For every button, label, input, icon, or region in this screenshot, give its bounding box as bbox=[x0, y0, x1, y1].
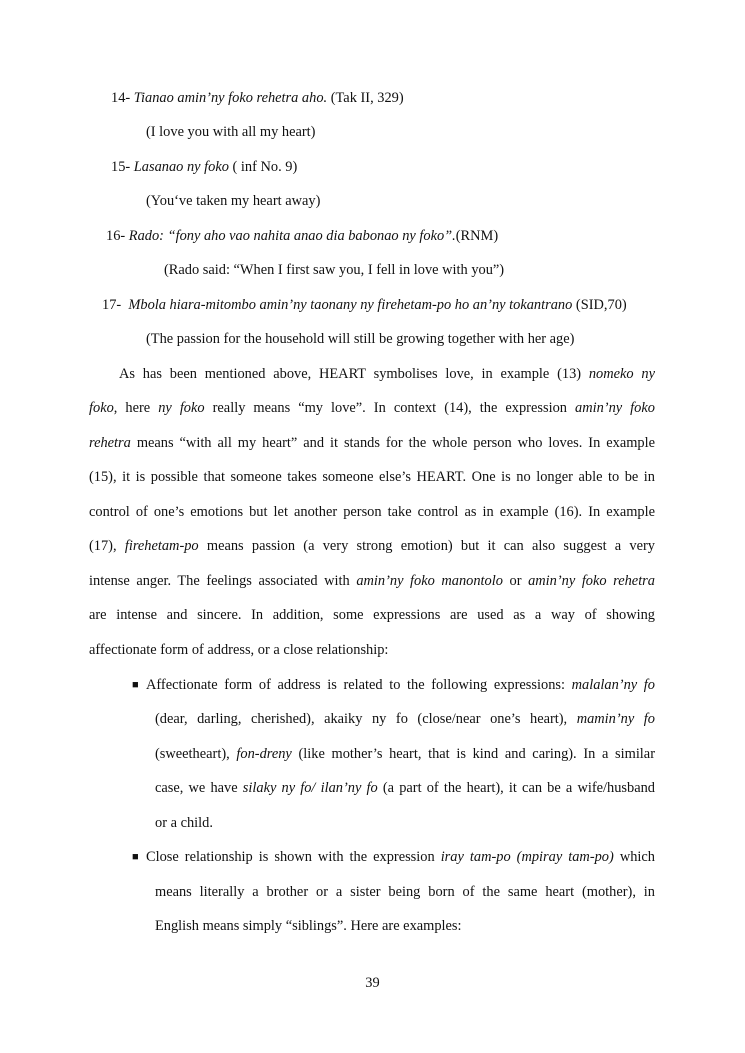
example-source: (SID,70) bbox=[575, 297, 627, 313]
example-14 bbox=[111, 89, 404, 107]
example-source: ( inf No. 9) bbox=[232, 159, 298, 175]
example-16-translation: (Rado said: “When I first saw you, I fell in love with you”) bbox=[164, 262, 505, 278]
square-bullet-icon: ■ bbox=[132, 851, 139, 863]
paragraph-line: are intense and sincere. In addition, some expressions are used as a way of showing bbox=[89, 607, 655, 623]
bullet-line: Affectionate form of address is related to the following expressions: malalan’ny fo bbox=[146, 677, 655, 693]
paragraph-line: affectionate form of address, or a close relationship: bbox=[89, 642, 389, 658]
example-phrase: Tianao amin’ny foko rehetra aho. bbox=[133, 90, 328, 106]
bullet-line: (dear, darling, cherished), akaiky ny fo (close/near one’s heart), mamin’ny fo bbox=[155, 711, 655, 727]
paragraph-line: rehetra means “with all my heart” and it stands for the whole person who loves. In example bbox=[89, 435, 655, 451]
example-14-translation: (I love you with all my heart) bbox=[146, 124, 316, 140]
example-source: (Tak II, 329) bbox=[330, 90, 404, 106]
bullet-line: or a child. bbox=[155, 815, 213, 831]
example-number: 15- bbox=[111, 159, 131, 175]
example-phrase: Mbola hiara-mitombo amin’ny taonany ny firehetam-po ho an’ny tokantrano bbox=[128, 297, 573, 313]
example-number: 16- bbox=[106, 228, 126, 244]
example-number: 14- bbox=[111, 90, 131, 106]
example-16 bbox=[106, 227, 498, 245]
paragraph-line: intense anger. The feelings associated with amin’ny foko manontolo or amin’ny foko rehetra bbox=[89, 573, 655, 589]
page-number: 39 bbox=[365, 975, 380, 991]
paragraph-line: foko, here ny foko really means “my love”. In context (14), the expression amin’ny foko bbox=[89, 400, 655, 416]
example-17 bbox=[102, 296, 627, 314]
example-phrase: Rado: “fony aho vao nahita anao dia babonao ny foko”. bbox=[128, 228, 456, 244]
example-15 bbox=[111, 158, 297, 176]
example-15-translation: (You‘ve taken my heart away) bbox=[146, 193, 321, 209]
example-source: (RNM) bbox=[455, 228, 499, 244]
bullet-line: means literally a brother or a sister being born of the same heart (mother), in bbox=[155, 884, 655, 900]
example-phrase: Lasanao ny foko bbox=[133, 159, 229, 175]
paragraph-line: (15), it is possible that someone takes someone else’s HEART. One is no longer able to be in bbox=[89, 469, 655, 485]
bullet-line: (sweetheart), fon-dreny (like mother’s heart, that is kind and caring). In a similar bbox=[155, 746, 655, 762]
bullet-line: Close relationship is shown with the expression iray tam-po (mpiray tam-po) which bbox=[146, 849, 655, 865]
paragraph-line: (17), firehetam-po means passion (a very strong emotion) but it can also suggest a very bbox=[89, 538, 655, 554]
paragraph-line: control of one’s emotions but let another person take control as in example (16). In example bbox=[89, 504, 655, 520]
bullet-line: English means simply “siblings”. Here are examples: bbox=[155, 918, 462, 934]
paragraph-line: As has been mentioned above, HEART symbolises love, in example (13) nomeko ny bbox=[119, 366, 655, 382]
square-bullet-icon: ■ bbox=[132, 679, 139, 691]
bullet-line: case, we have silaky ny fo/ ilan’ny fo (a part of the heart), it can be a wife/husband bbox=[155, 780, 655, 796]
example-17-translation: (The passion for the household will still be growing together with her age) bbox=[146, 331, 575, 347]
example-number: 17- bbox=[102, 297, 122, 313]
